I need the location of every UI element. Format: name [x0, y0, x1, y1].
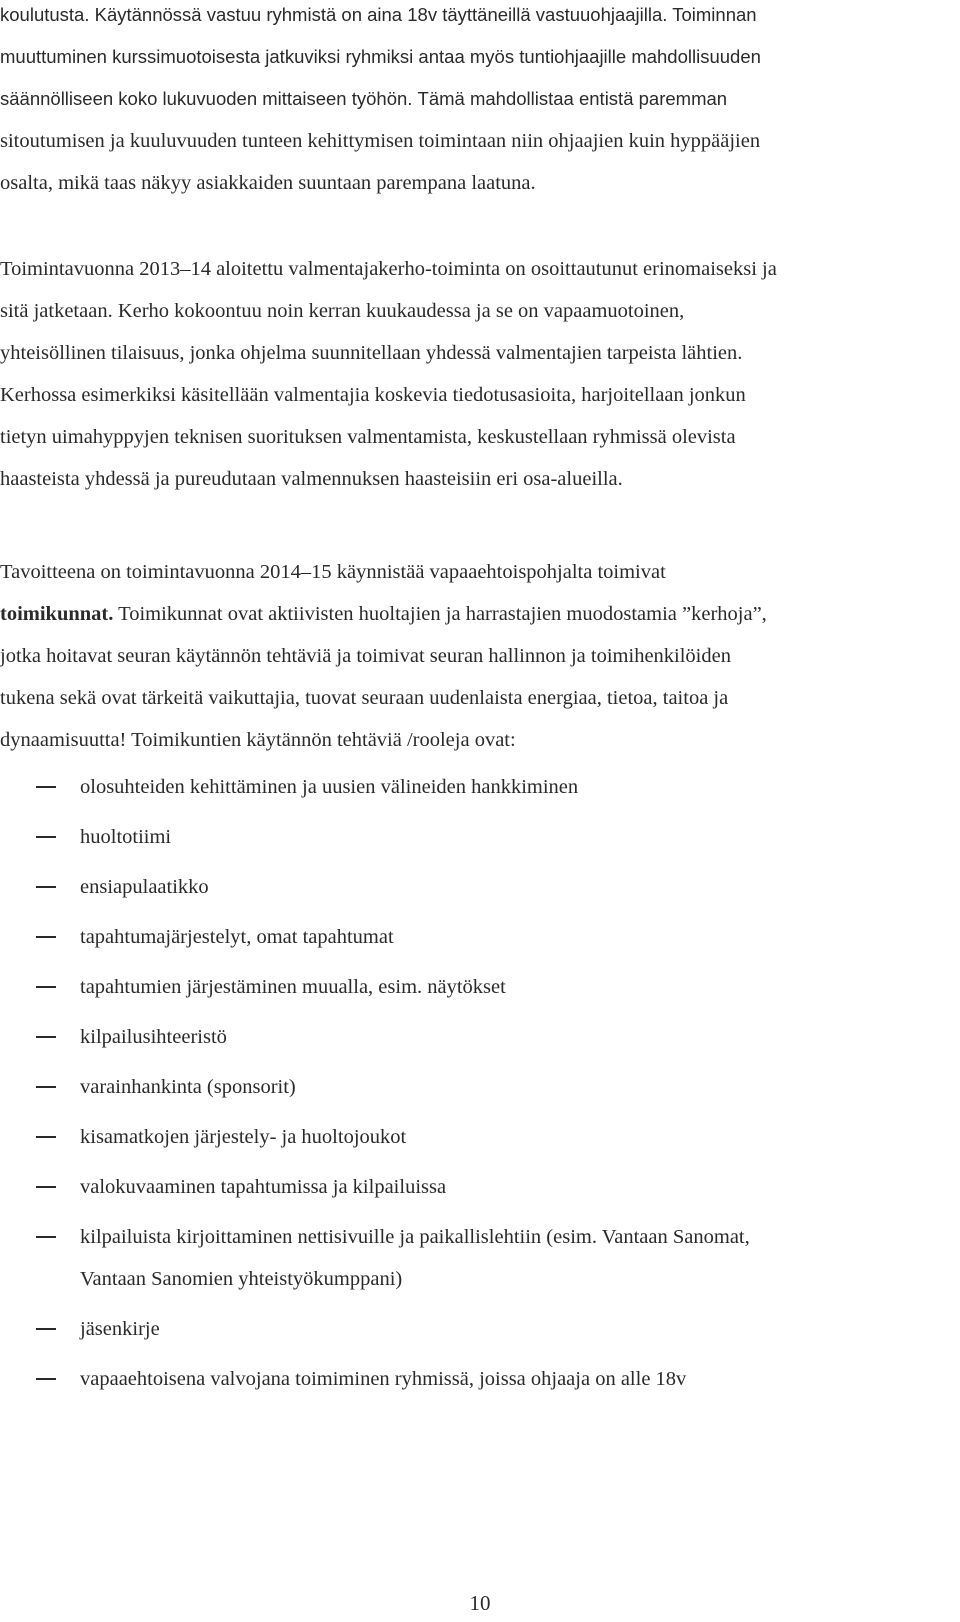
text-line [0, 635, 956, 677]
list-item-label: valokuvaaminen tapahtumissa ja kilpailuissa [80, 1176, 447, 1198]
list-item [0, 1358, 956, 1400]
text-line [0, 593, 956, 635]
text-run: Toimikunnat ovat aktiivisten huoltajien ja harrastajien muodostamia ”kerhoja”, [118, 603, 767, 625]
text-line [0, 458, 956, 500]
text-run: tukena sekä ovat tärkeitä vaikuttajia, tuovat seuraan uudenlaista energiaa, tietoa, taitoa ja [0, 687, 729, 709]
list-item [0, 766, 956, 808]
text-line [0, 248, 956, 290]
text-line [0, 332, 956, 374]
text-run: tietyn uimahyppyjen teknisen suorituksen valmentamista, keskustellaan ryhmissä olevista [0, 426, 736, 448]
dash-bullet-icon [36, 1036, 56, 1038]
list-item [0, 1216, 956, 1258]
dash-bullet-icon [36, 936, 56, 938]
list-item-label: jäsenkirje [80, 1318, 160, 1340]
list-item-continuation [0, 1258, 956, 1300]
dash-bullet-icon [36, 1186, 56, 1188]
list-item-label: Vantaan Sanomien yhteistyökumppani) [80, 1268, 403, 1290]
text-line [0, 162, 956, 204]
list-item [0, 866, 956, 908]
text-line [0, 374, 956, 416]
task-list [0, 766, 956, 1408]
bold-term: toimikunnat. [0, 603, 114, 625]
text-run: yhteisöllinen tilaisuus, jonka ohjelma suunnitellaan yhdessä valmentajien tarpeista lähtien. [0, 342, 743, 364]
list-item [0, 1016, 956, 1058]
text-run: koulutusta. Käytännössä vastuu ryhmistä on aina 18v täyttäneillä vastuuohjaajilla. Toiminnan [0, 4, 757, 25]
list-item-label: kilpailuista kirjoittaminen nettisivuille ja paikallislehtiin (esim. Vantaan Sanomat, [80, 1226, 750, 1248]
text-run: jotka hoitavat seuran käytännön tehtäviä ja toimivat seuran hallinnon ja toimihenkilöiden [0, 645, 731, 667]
text-line [0, 719, 956, 761]
text-line [0, 120, 956, 162]
text-line [0, 416, 956, 458]
dash-bullet-icon [36, 1236, 56, 1238]
list-item [0, 1116, 956, 1158]
list-item-label: kisamatkojen järjestely- ja huoltojoukot [80, 1126, 407, 1148]
list-item [0, 816, 956, 858]
text-run: muuttuminen kurssimuotoisesta jatkuviksi ryhmiksi antaa myös tuntiohjaajille mahdollisuuden [0, 46, 761, 67]
dash-bullet-icon [36, 786, 56, 788]
dash-bullet-icon [36, 1328, 56, 1330]
page-number: 10 [469, 1591, 491, 1615]
text-run: Kerhossa esimerkiksi käsitellään valmentajia koskevia tiedotusasioita, harjoitellaan jonkun [0, 384, 746, 406]
dash-bullet-icon [36, 1378, 56, 1380]
text-line [0, 290, 956, 332]
text-run: osalta, mikä taas näkyy asiakkaiden suuntaan parempana laatuna. [0, 172, 536, 194]
list-item [0, 966, 956, 1008]
text-run: sitä jatketaan. [0, 300, 113, 322]
text-run: sitoutumisen ja kuuluvuuden tunteen kehittymisen toimintaan niin ohjaajien kuin hyppääjien [0, 130, 761, 152]
text-run: Tavoitteena on toimintavuonna 2014–15 käynnistää vapaaehtoispohjalta toimivat [0, 561, 666, 583]
list-item-label: tapahtumajärjestelyt, omat tapahtumat [80, 926, 394, 948]
paragraph-1 [0, 0, 956, 204]
text-run: dynaamisuutta! Toimikuntien käytännön tehtäviä /rooleja ovat: [0, 729, 516, 751]
paragraph-3 [0, 551, 956, 761]
text-line [0, 551, 956, 593]
text-run: säännölliseen koko lukuvuoden mittaiseen työhön. [0, 88, 413, 109]
dash-bullet-icon [36, 886, 56, 888]
list-item-label: kilpailusihteeristö [80, 1026, 227, 1048]
dash-bullet-icon [36, 986, 56, 988]
list-item-label: vapaaehtoisena valvojana toimiminen ryhmissä, joissa ohjaaja on alle 18v [80, 1368, 687, 1390]
list-item [0, 916, 956, 958]
paragraph-2 [0, 248, 956, 500]
text-run: haasteista yhdessä ja pureudutaan valmennuksen haasteisiin eri osa-alueilla. [0, 468, 623, 490]
text-line [0, 677, 956, 719]
list-item [0, 1166, 956, 1208]
list-item-label: tapahtumien järjestäminen muualla, esim. näytökset [80, 976, 506, 998]
dash-bullet-icon [36, 836, 56, 838]
text-run: Tämä mahdollistaa entistä paremman [417, 88, 728, 109]
dash-bullet-icon [36, 1136, 56, 1138]
list-item-label: olosuhteiden kehittäminen ja uusien välineiden hankkiminen [80, 776, 579, 798]
text-run: Kerho kokoontuu noin kerran kuukaudessa ja se on vapaamuotoinen, [117, 300, 685, 322]
text-line [0, 78, 956, 120]
text-run: Toimintavuonna 2013–14 aloitettu valmentajakerho-toiminta on osoittautunut erinomaiseksi ja [0, 258, 777, 280]
list-item [0, 1308, 956, 1350]
list-item-label: varainhankinta (sponsorit) [80, 1076, 296, 1098]
list-item [0, 1066, 956, 1108]
text-line [0, 0, 956, 36]
list-item-label: huoltotiimi [80, 826, 172, 848]
list-item-label: ensiapulaatikko [80, 876, 209, 898]
text-line [0, 36, 956, 78]
dash-bullet-icon [36, 1086, 56, 1088]
